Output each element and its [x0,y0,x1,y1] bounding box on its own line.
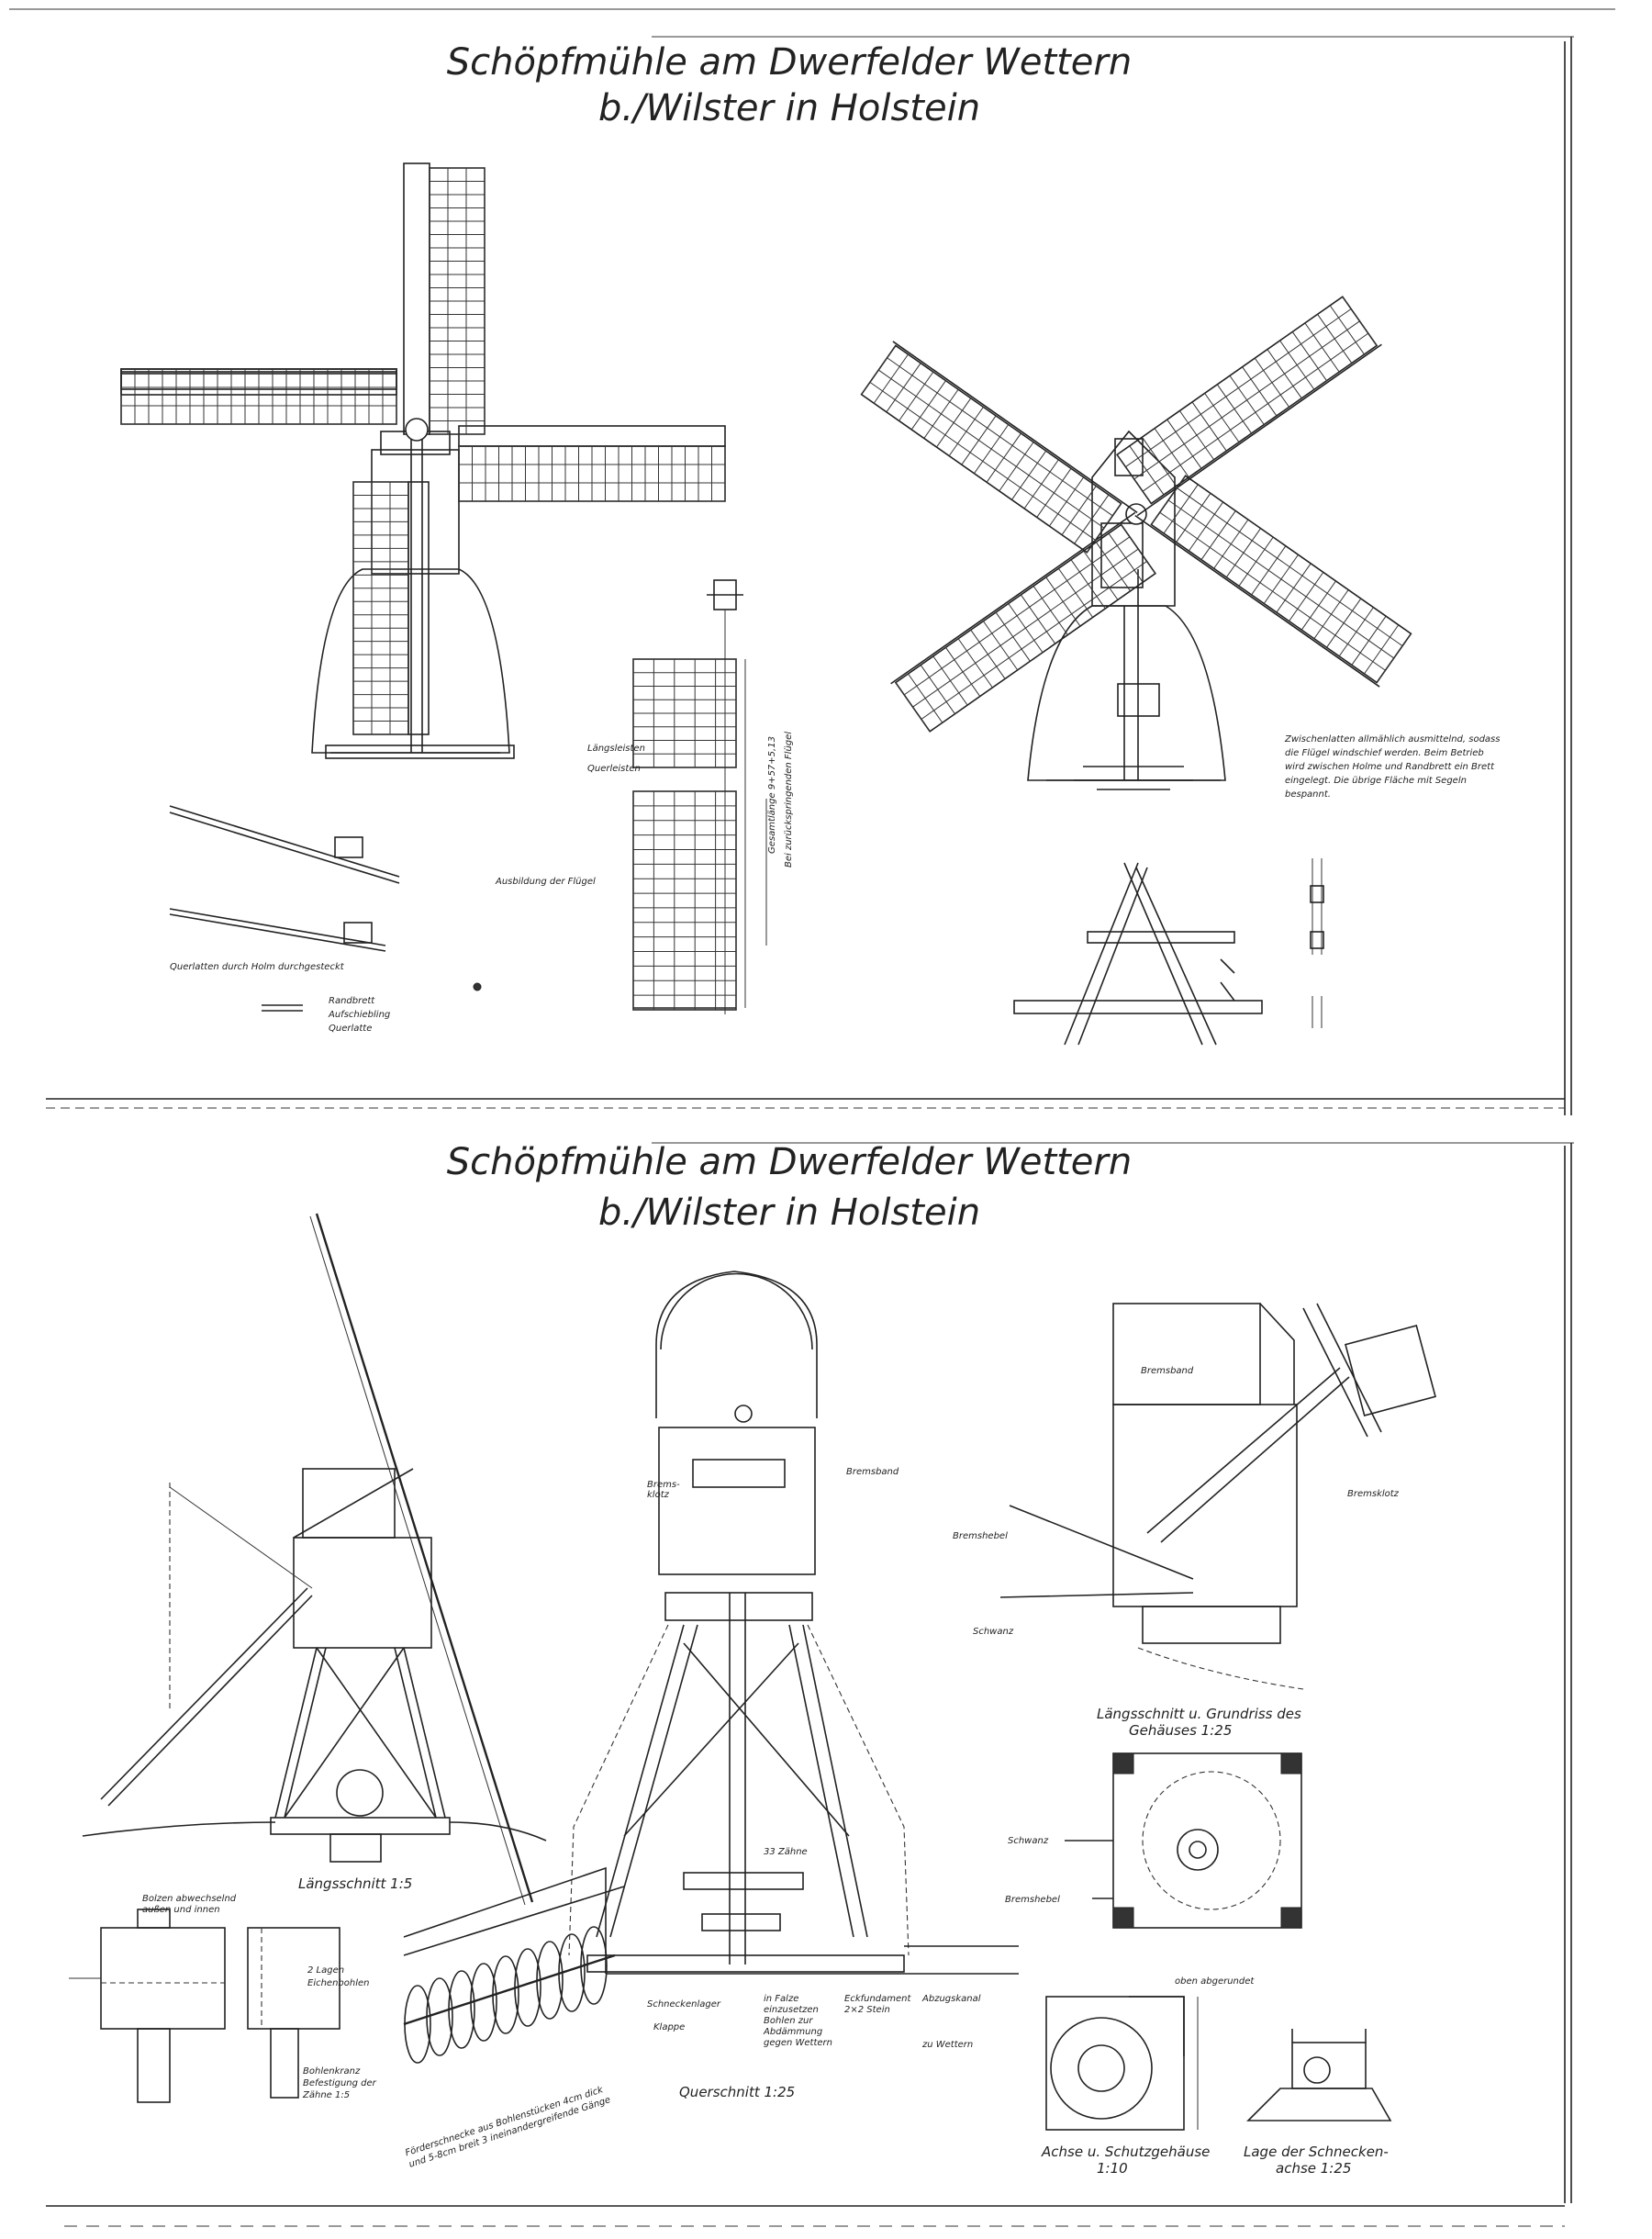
label-eckfundament: Eckfundament 2×2 Stein [844,1994,911,2015]
caption-achse-2: 1:10 [1097,2160,1128,2177]
label-schwanz-2: Schwanz [1008,1836,1049,1846]
label-zurueckspringend: Bei zurückspringenden Flügel [784,731,794,868]
caption-laengsschnitt: Längsschnitt 1:5 [298,1875,413,1892]
sheet2-subtitle: b./Wilster in Holstein [597,1192,981,1234]
label-zaehne: 33 Zähne [764,1847,808,1857]
label-schneckenlager: Schneckenlager [647,1999,720,2010]
label-oben-abgerundet: oben abgerundet [1175,1976,1255,1987]
windmill-front-elevation [121,163,725,758]
label-querlatte: Querlatte [329,1024,373,1034]
label-bolzen: Bolzen abwechselnd außen und innen [142,1894,237,1915]
label-foerderschnecke: Förderschnecke aus Bohlenstücken 4cm dick und 5-8cm breit 3 ineinandergreifende Gänge [404,2085,612,2170]
trestle-elevation [1014,858,1323,1045]
label-bremsband-2: Bremsband [1141,1366,1194,1376]
sheet2-title: Schöpfmühle am Dwerfelder Wettern [446,1141,1133,1183]
sail-note: Zwischenlatten allmählich ausmittelnd, sodass die Flügel windschief werden. Beim Betrieb wird zwischen Holme und Randbrett ein Brett eingelegt. Die übrige Fläche mit Segeln bespannt. [1285,734,1501,800]
caption-grundriss-2: Gehäuses 1:25 [1129,1722,1233,1739]
label-querleisten: Querleisten [587,764,641,774]
label-ausbildung: Ausbildung der Flügel [496,877,596,887]
label-schwanz-1: Schwanz [973,1627,1014,1637]
front-sail-grids [121,168,725,734]
label-abzugskanal: Abzugskanal [922,1994,981,2004]
label-bremsklotz-2: Bremsklotz [1347,1489,1399,1499]
label-gesamtlaenge: Gesamtlänge 9+57+5,13 [767,736,777,854]
sheet1-subtitle: b./Wilster in Holstein [597,87,981,129]
sail-detail-grid [633,659,736,1010]
sail-detail [633,580,766,1014]
label-randbrett: Randbrett [329,996,375,1006]
label-lagen: 2 Lagen Eichenbohlen [307,1965,370,1988]
gear-ring-details [69,1909,340,2102]
archimedes-screw [404,1927,615,2063]
caption-achse-1: Achse u. Schutzgehäuse [1042,2144,1211,2160]
label-aufschiebling: Aufschiebling [329,1010,391,1020]
label-bremsband-1: Bremsband [846,1467,899,1477]
sheet1-title: Schöpfmühle am Dwerfelder Wettern [446,41,1133,84]
label-zu-wettern: zu Wettern [922,2040,974,2050]
label-bremshebel-2: Bremshebel [1005,1895,1060,1905]
label-falze: in Falze einzusetzen Bohlen zur Abdämmung gegen Wettern [764,1994,832,2048]
caption-querschnitt: Querschnitt 1:25 [679,2084,796,2100]
screw-axle-position [1248,2029,1390,2121]
label-laengsleisten: Längsleisten [587,744,645,754]
label-bremsklotz-1: Brems-klotz [647,1480,680,1500]
cross-section-mill [404,1271,1019,1974]
sail-sections [170,806,481,1011]
axle-housing-detail [1046,1997,1198,2130]
label-klappe: Klappe [653,2022,686,2032]
housing-plan [1065,1753,1301,1928]
caption-lage-1: Lage der Schnecken- [1244,2144,1389,2160]
sheet2-border [46,1143,1574,2226]
caption-grundriss-1: Längsschnitt u. Grundriss des [1097,1706,1301,1722]
longitudinal-section-mill [83,1214,546,1905]
label-querlatten: Querlatten durch Holm durchgesteckt [170,962,344,972]
label-bohlenkranz: Bohlenkranz Befestigung der Zähne 1:5 [303,2066,376,2100]
sheet1-border [9,9,1615,1115]
caption-lage-2: achse 1:25 [1276,2160,1352,2177]
label-bremshebel-1: Bremshebel [953,1531,1008,1541]
windmill-perspective [1028,431,1225,789]
